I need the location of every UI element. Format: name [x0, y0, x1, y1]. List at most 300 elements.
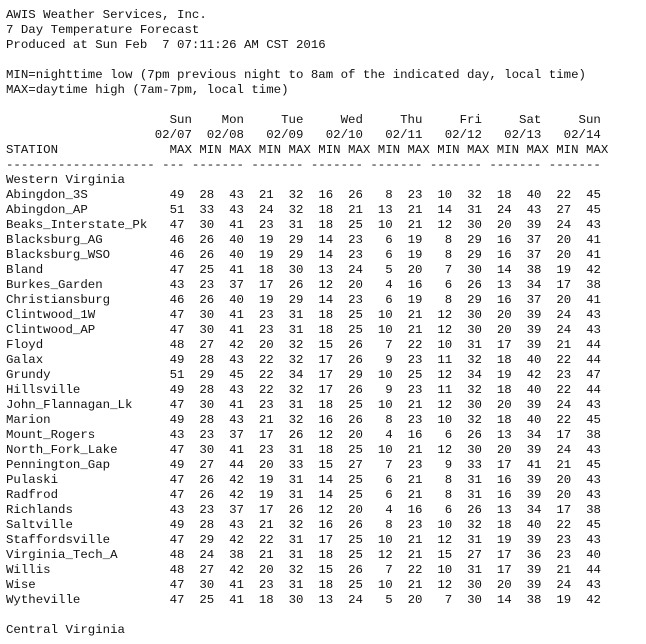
temperature-cell: 41 [214, 443, 244, 457]
temperature-cell: 33 [452, 458, 482, 472]
temperature-cell: 7 [362, 338, 393, 352]
station-name: Abingdon_3S [6, 188, 155, 202]
temperature-cell: 47 [154, 578, 185, 592]
temperature-cell: 12 [303, 428, 334, 442]
temperature-cell: 8 [362, 188, 393, 202]
temperature-cell: 48 [154, 338, 185, 352]
temperature-cell: 19 [243, 248, 274, 262]
temperature-cell: 20 [541, 488, 572, 502]
station-name: Grundy [6, 368, 155, 382]
temperature-cell: 23 [243, 443, 274, 457]
temperature-cell: 26 [333, 383, 363, 397]
temperature-cell: 42 [214, 338, 244, 352]
temperature-cell: 8 [422, 488, 453, 502]
temperature-cell: 42 [214, 473, 244, 487]
temperature-cell: 10 [362, 323, 393, 337]
temperature-cell: 17 [303, 368, 334, 382]
temperature-cell: 19 [243, 293, 274, 307]
temperature-cell: 41 [571, 233, 601, 247]
temperature-cell: 16 [481, 473, 512, 487]
temperature-cell: 45 [571, 518, 601, 532]
header-separator: -------------------- --- ------- ------- ------- ------- ------- ------- ------- [6, 158, 601, 172]
temperature-cell: 47 [154, 488, 185, 502]
temperature-cell: 12 [422, 398, 453, 412]
temperature-cell: 38 [571, 503, 601, 517]
table-row [6, 473, 608, 488]
temperature-cell: 12 [422, 533, 453, 547]
temperature-cell: 41 [571, 293, 601, 307]
temperature-cell: 16 [481, 233, 512, 247]
temperature-cell: 30 [452, 218, 482, 232]
temperature-cell: 20 [481, 578, 512, 592]
temperature-cell: 10 [422, 413, 453, 427]
temperature-cell: 42 [571, 593, 601, 607]
temperature-cell: 10 [422, 563, 453, 577]
temperature-cell: 47 [154, 533, 185, 547]
temperature-cell: 43 [571, 488, 601, 502]
table-row [6, 503, 608, 518]
temperature-cell: 24 [541, 578, 572, 592]
temperature-cell: 19 [541, 593, 572, 607]
temperature-cell: 32 [273, 353, 304, 367]
temperature-cell: 51 [154, 203, 185, 217]
temperature-cell: 20 [333, 428, 363, 442]
temperature-cell: 40 [214, 233, 244, 247]
temperature-cell: 43 [154, 503, 185, 517]
temperature-cell: 29 [452, 248, 482, 262]
temperature-cell: 29 [452, 293, 482, 307]
table-row [6, 278, 608, 293]
station-name: Clintwood_1W [6, 308, 155, 322]
temperature-cell: 15 [303, 458, 334, 472]
temperature-cell: 23 [333, 293, 363, 307]
temperature-cell: 17 [541, 278, 572, 292]
temperature-cell: 25 [333, 398, 363, 412]
temperature-cell: 40 [214, 248, 244, 262]
temperature-cell: 43 [511, 203, 542, 217]
temperature-cell: 34 [511, 278, 542, 292]
temperature-cell: 7 [422, 263, 453, 277]
temperature-cell: 29 [184, 368, 215, 382]
temperature-cell: 19 [541, 263, 572, 277]
temperature-cell: 41 [214, 308, 244, 322]
temperature-cell: 8 [362, 413, 393, 427]
temperature-cell: 47 [154, 218, 185, 232]
temperature-cell: 25 [392, 368, 423, 382]
blank-line [6, 98, 608, 113]
temperature-cell: 26 [333, 563, 363, 577]
temperature-cell: 23 [243, 218, 274, 232]
temperature-cell: 16 [392, 428, 423, 442]
temperature-cell: 9 [362, 383, 393, 397]
temperature-cell: 27 [333, 458, 363, 472]
temperature-cell: 25 [333, 323, 363, 337]
temperature-cell: 41 [214, 593, 244, 607]
temperature-cell: 44 [214, 458, 244, 472]
temperature-cell: 37 [511, 248, 542, 262]
temperature-cell: 43 [154, 278, 185, 292]
temperature-cell: 6 [422, 503, 453, 517]
table-row [6, 308, 608, 323]
temperature-cell: 43 [214, 383, 244, 397]
temperature-cell: 16 [481, 293, 512, 307]
temperature-cell: 27 [184, 338, 215, 352]
temperature-cell: 24 [541, 443, 572, 457]
temperature-cell: 33 [184, 203, 215, 217]
temperature-cell: 31 [452, 338, 482, 352]
temperature-cell: 30 [452, 308, 482, 322]
table-row [6, 248, 608, 263]
temperature-cell: 12 [422, 578, 453, 592]
table-row [6, 353, 608, 368]
temperature-cell: 38 [511, 593, 542, 607]
station-name: Mount_Rogers [6, 428, 155, 442]
temperature-cell: 7 [362, 563, 393, 577]
temperature-cell: 26 [333, 338, 363, 352]
temperature-cell: 39 [511, 533, 542, 547]
temperature-cell: 23 [184, 278, 215, 292]
temperature-cell: 16 [303, 413, 334, 427]
temperature-cell: 32 [452, 383, 482, 397]
temperature-cell: 6 [422, 428, 453, 442]
temperature-cell: 30 [273, 593, 304, 607]
temperature-cell: 32 [273, 338, 304, 352]
temperature-cell: 34 [273, 368, 304, 382]
temperature-cell: 41 [214, 263, 244, 277]
temperature-cell: 34 [511, 428, 542, 442]
temperature-cell: 26 [452, 503, 482, 517]
temperature-cell: 14 [303, 473, 334, 487]
temperature-cell: 39 [511, 398, 542, 412]
temperature-cell: 43 [214, 188, 244, 202]
temperature-cell: 43 [214, 353, 244, 367]
temperature-cell: 17 [303, 383, 334, 397]
temperature-cell: 14 [303, 233, 334, 247]
temperature-cell: 21 [243, 518, 274, 532]
temperature-cell: 43 [154, 428, 185, 442]
temperature-cell: 39 [511, 473, 542, 487]
temperature-cell: 21 [392, 578, 423, 592]
temperature-cell: 13 [303, 593, 334, 607]
temperature-cell: 4 [362, 278, 393, 292]
temperature-cell: 22 [243, 383, 274, 397]
temperature-cell: 18 [303, 443, 334, 457]
temperature-cell: 10 [422, 338, 453, 352]
station-name: Radfrod [6, 488, 155, 502]
temperature-cell: 37 [511, 233, 542, 247]
temperature-cell: 20 [333, 503, 363, 517]
temperature-cell: 19 [481, 533, 512, 547]
temperature-cell: 30 [452, 443, 482, 457]
temperature-cell: 23 [541, 533, 572, 547]
temperature-cell: 21 [392, 218, 423, 232]
temperature-cell: 15 [422, 548, 453, 562]
temperature-cell: 31 [273, 308, 304, 322]
temperature-cell: 23 [243, 323, 274, 337]
temperature-cell: 47 [154, 263, 185, 277]
temperature-cell: 37 [214, 278, 244, 292]
temperature-cell: 20 [481, 323, 512, 337]
temperature-cell: 10 [422, 188, 453, 202]
temperature-cell: 23 [243, 398, 274, 412]
temperature-cell: 45 [571, 413, 601, 427]
temperature-cell: 18 [303, 578, 334, 592]
temperature-cell: 21 [243, 548, 274, 562]
temperature-cell: 21 [333, 203, 363, 217]
temperature-cell: 43 [571, 473, 601, 487]
temperature-cell: 20 [392, 263, 423, 277]
temperature-cell: 8 [422, 473, 453, 487]
temperature-cell: 18 [243, 593, 274, 607]
table-row [6, 263, 608, 278]
temperature-cell: 23 [541, 548, 572, 562]
temperature-cell: 21 [392, 323, 423, 337]
temperature-cell: 18 [303, 308, 334, 322]
temperature-cell: 20 [481, 218, 512, 232]
temperature-cell: 40 [511, 383, 542, 397]
temperature-cell: 18 [303, 323, 334, 337]
temperature-cell: 18 [481, 383, 512, 397]
temperature-cell: 47 [154, 593, 185, 607]
temperature-cell: 17 [481, 338, 512, 352]
temperature-cell: 51 [154, 368, 185, 382]
temperature-cell: 39 [511, 323, 542, 337]
region-heading: Western Virginia [6, 173, 125, 187]
temperature-cell: 27 [184, 458, 215, 472]
temperature-cell: 21 [541, 563, 572, 577]
temperature-cell: 47 [571, 368, 601, 382]
temperature-cell: 13 [303, 263, 334, 277]
temperature-cell: 39 [511, 443, 542, 457]
temperature-cell: 43 [214, 413, 244, 427]
temperature-cell: 22 [541, 188, 572, 202]
table-row [6, 203, 608, 218]
temperature-cell: 43 [571, 323, 601, 337]
temperature-cell: 32 [452, 353, 482, 367]
temperature-cell: 45 [571, 203, 601, 217]
temperature-cell: 44 [571, 563, 601, 577]
temperature-cell: 23 [392, 458, 423, 472]
temperature-cell: 27 [184, 563, 215, 577]
table-row [6, 428, 608, 443]
temperature-cell: 49 [154, 188, 185, 202]
temperature-cell: 43 [571, 218, 601, 232]
table-row [6, 518, 608, 533]
temperature-cell: 10 [362, 578, 393, 592]
temperature-cell: 26 [273, 278, 304, 292]
temperature-cell: 32 [273, 188, 304, 202]
temperature-cell: 43 [571, 443, 601, 457]
station-name: Beaks_Interstate_Pk [6, 218, 155, 232]
temperature-cell: 25 [333, 218, 363, 232]
temperature-cell: 21 [541, 458, 572, 472]
temperature-cell: 40 [511, 413, 542, 427]
temperature-cell: 6 [362, 473, 393, 487]
table-row [6, 398, 608, 413]
temperature-cell: 31 [273, 578, 304, 592]
temperature-cell: 30 [452, 323, 482, 337]
temperature-cell: 49 [154, 413, 185, 427]
temperature-cell: 23 [392, 353, 423, 367]
temperature-cell: 39 [511, 578, 542, 592]
temperature-cell: 29 [333, 368, 363, 382]
temperature-cell: 42 [571, 263, 601, 277]
temperature-cell: 26 [333, 518, 363, 532]
temperature-cell: 14 [481, 263, 512, 277]
report-title: 7 Day Temperature Forecast [6, 23, 200, 37]
temperature-cell: 26 [184, 488, 215, 502]
temperature-cell: 25 [333, 443, 363, 457]
temperature-cell: 25 [333, 473, 363, 487]
table-row [6, 368, 608, 383]
temperature-cell: 13 [481, 503, 512, 517]
temperature-cell: 30 [184, 398, 215, 412]
temperature-cell: 15 [303, 563, 334, 577]
station-name: Christiansburg [6, 293, 155, 307]
temperature-cell: 36 [511, 548, 542, 562]
temperature-cell: 21 [392, 443, 423, 457]
temperature-cell: 17 [541, 428, 572, 442]
temperature-cell: 18 [481, 413, 512, 427]
temperature-cell: 20 [392, 593, 423, 607]
temperature-cell: 30 [452, 398, 482, 412]
temperature-cell: 20 [541, 248, 572, 262]
temperature-cell: 31 [452, 563, 482, 577]
temperature-cell: 7 [362, 458, 393, 472]
temperature-cell: 41 [571, 248, 601, 262]
station-name: Burkes_Garden [6, 278, 155, 292]
temperature-cell: 8 [362, 518, 393, 532]
temperature-cell: 32 [452, 518, 482, 532]
temperature-cell: 7 [422, 593, 453, 607]
temperature-cell: 45 [214, 368, 244, 382]
temperature-cell: 28 [184, 188, 215, 202]
temperature-cell: 45 [571, 458, 601, 472]
temperature-cell: 23 [333, 233, 363, 247]
temperature-cell: 13 [362, 203, 393, 217]
temperature-cell: 21 [392, 533, 423, 547]
temperature-cell: 41 [214, 323, 244, 337]
station-name: Richlands [6, 503, 155, 517]
temperature-cell: 14 [303, 248, 334, 262]
temperature-cell: 25 [333, 308, 363, 322]
temperature-cell: 38 [571, 428, 601, 442]
temperature-cell: 31 [452, 473, 482, 487]
temperature-cell: 24 [541, 323, 572, 337]
temperature-cell: 22 [392, 563, 423, 577]
table-row [6, 233, 608, 248]
temperature-cell: 20 [333, 278, 363, 292]
temperature-cell: 25 [333, 533, 363, 547]
temperature-cell: 42 [214, 563, 244, 577]
station-name: Abingdon_AP [6, 203, 155, 217]
temperature-cell: 37 [214, 503, 244, 517]
temperature-cell: 14 [422, 203, 453, 217]
temperature-cell: 32 [273, 203, 304, 217]
temperature-cell: 9 [422, 458, 453, 472]
temperature-cell: 26 [184, 293, 215, 307]
table-row [6, 488, 608, 503]
temperature-cell: 14 [303, 293, 334, 307]
temperature-cell: 5 [362, 263, 393, 277]
station-name: Hillsville [6, 383, 155, 397]
temperature-cell: 31 [452, 533, 482, 547]
temperature-cell: 18 [303, 218, 334, 232]
temperature-cell: 31 [273, 443, 304, 457]
temperature-cell: 10 [362, 218, 393, 232]
temperature-cell: 27 [541, 203, 572, 217]
temperature-cell: 17 [303, 353, 334, 367]
station-name: Pennington_Gap [6, 458, 155, 472]
temperature-cell: 41 [214, 218, 244, 232]
station-name: Wytheville [6, 593, 155, 607]
temperature-cell: 21 [243, 413, 274, 427]
temperature-cell: 40 [511, 188, 542, 202]
temperature-cell: 31 [273, 548, 304, 562]
temperature-cell: 26 [273, 503, 304, 517]
temperature-cell: 20 [481, 398, 512, 412]
temperature-cell: 30 [273, 263, 304, 277]
temperature-cell: 43 [571, 578, 601, 592]
temperature-cell: 30 [184, 323, 215, 337]
temperature-cell: 31 [273, 488, 304, 502]
temperature-cell: 13 [481, 278, 512, 292]
temperature-cell: 46 [154, 248, 185, 262]
temperature-cell: 24 [184, 548, 215, 562]
temperature-cell: 39 [511, 563, 542, 577]
temperature-cell: 22 [243, 353, 274, 367]
table-row [6, 323, 608, 338]
temperature-cell: 22 [392, 338, 423, 352]
temperature-cell: 10 [362, 368, 393, 382]
temperature-cell: 49 [154, 518, 185, 532]
temperature-cell: 26 [333, 413, 363, 427]
temperature-cell: 42 [214, 488, 244, 502]
temperature-cell: 6 [362, 233, 393, 247]
temperature-cell: 22 [541, 413, 572, 427]
temperature-cell: 39 [511, 488, 542, 502]
temperature-cell: 41 [214, 398, 244, 412]
temperature-cell: 28 [184, 518, 215, 532]
temperature-cell: 46 [154, 293, 185, 307]
temperature-cell: 22 [541, 383, 572, 397]
temperature-cell: 42 [511, 368, 542, 382]
table-row [6, 413, 608, 428]
temperature-cell: 40 [511, 353, 542, 367]
station-name: Bland [6, 263, 155, 277]
temperature-cell: 23 [184, 503, 215, 517]
temperature-cell: 37 [511, 293, 542, 307]
table-row [6, 578, 608, 593]
temperature-cell: 26 [452, 278, 482, 292]
temperature-cell: 44 [571, 338, 601, 352]
temperature-cell: 30 [452, 578, 482, 592]
temperature-cell: 12 [362, 548, 393, 562]
temperature-cell: 10 [362, 398, 393, 412]
temperature-cell: 18 [481, 188, 512, 202]
temperature-cell: 17 [481, 458, 512, 472]
temperature-cell: 22 [243, 533, 274, 547]
temperature-cell: 21 [392, 308, 423, 322]
temperature-cell: 23 [392, 518, 423, 532]
temperature-cell: 23 [541, 368, 572, 382]
temperature-cell: 26 [184, 248, 215, 262]
temperature-cell: 31 [273, 533, 304, 547]
temperature-cell: 37 [214, 428, 244, 442]
temperature-cell: 30 [184, 308, 215, 322]
min-legend: MIN=nighttime low (7pm previous night to 8am of the indicated day, local time) [6, 68, 586, 82]
temperature-cell: 49 [154, 353, 185, 367]
